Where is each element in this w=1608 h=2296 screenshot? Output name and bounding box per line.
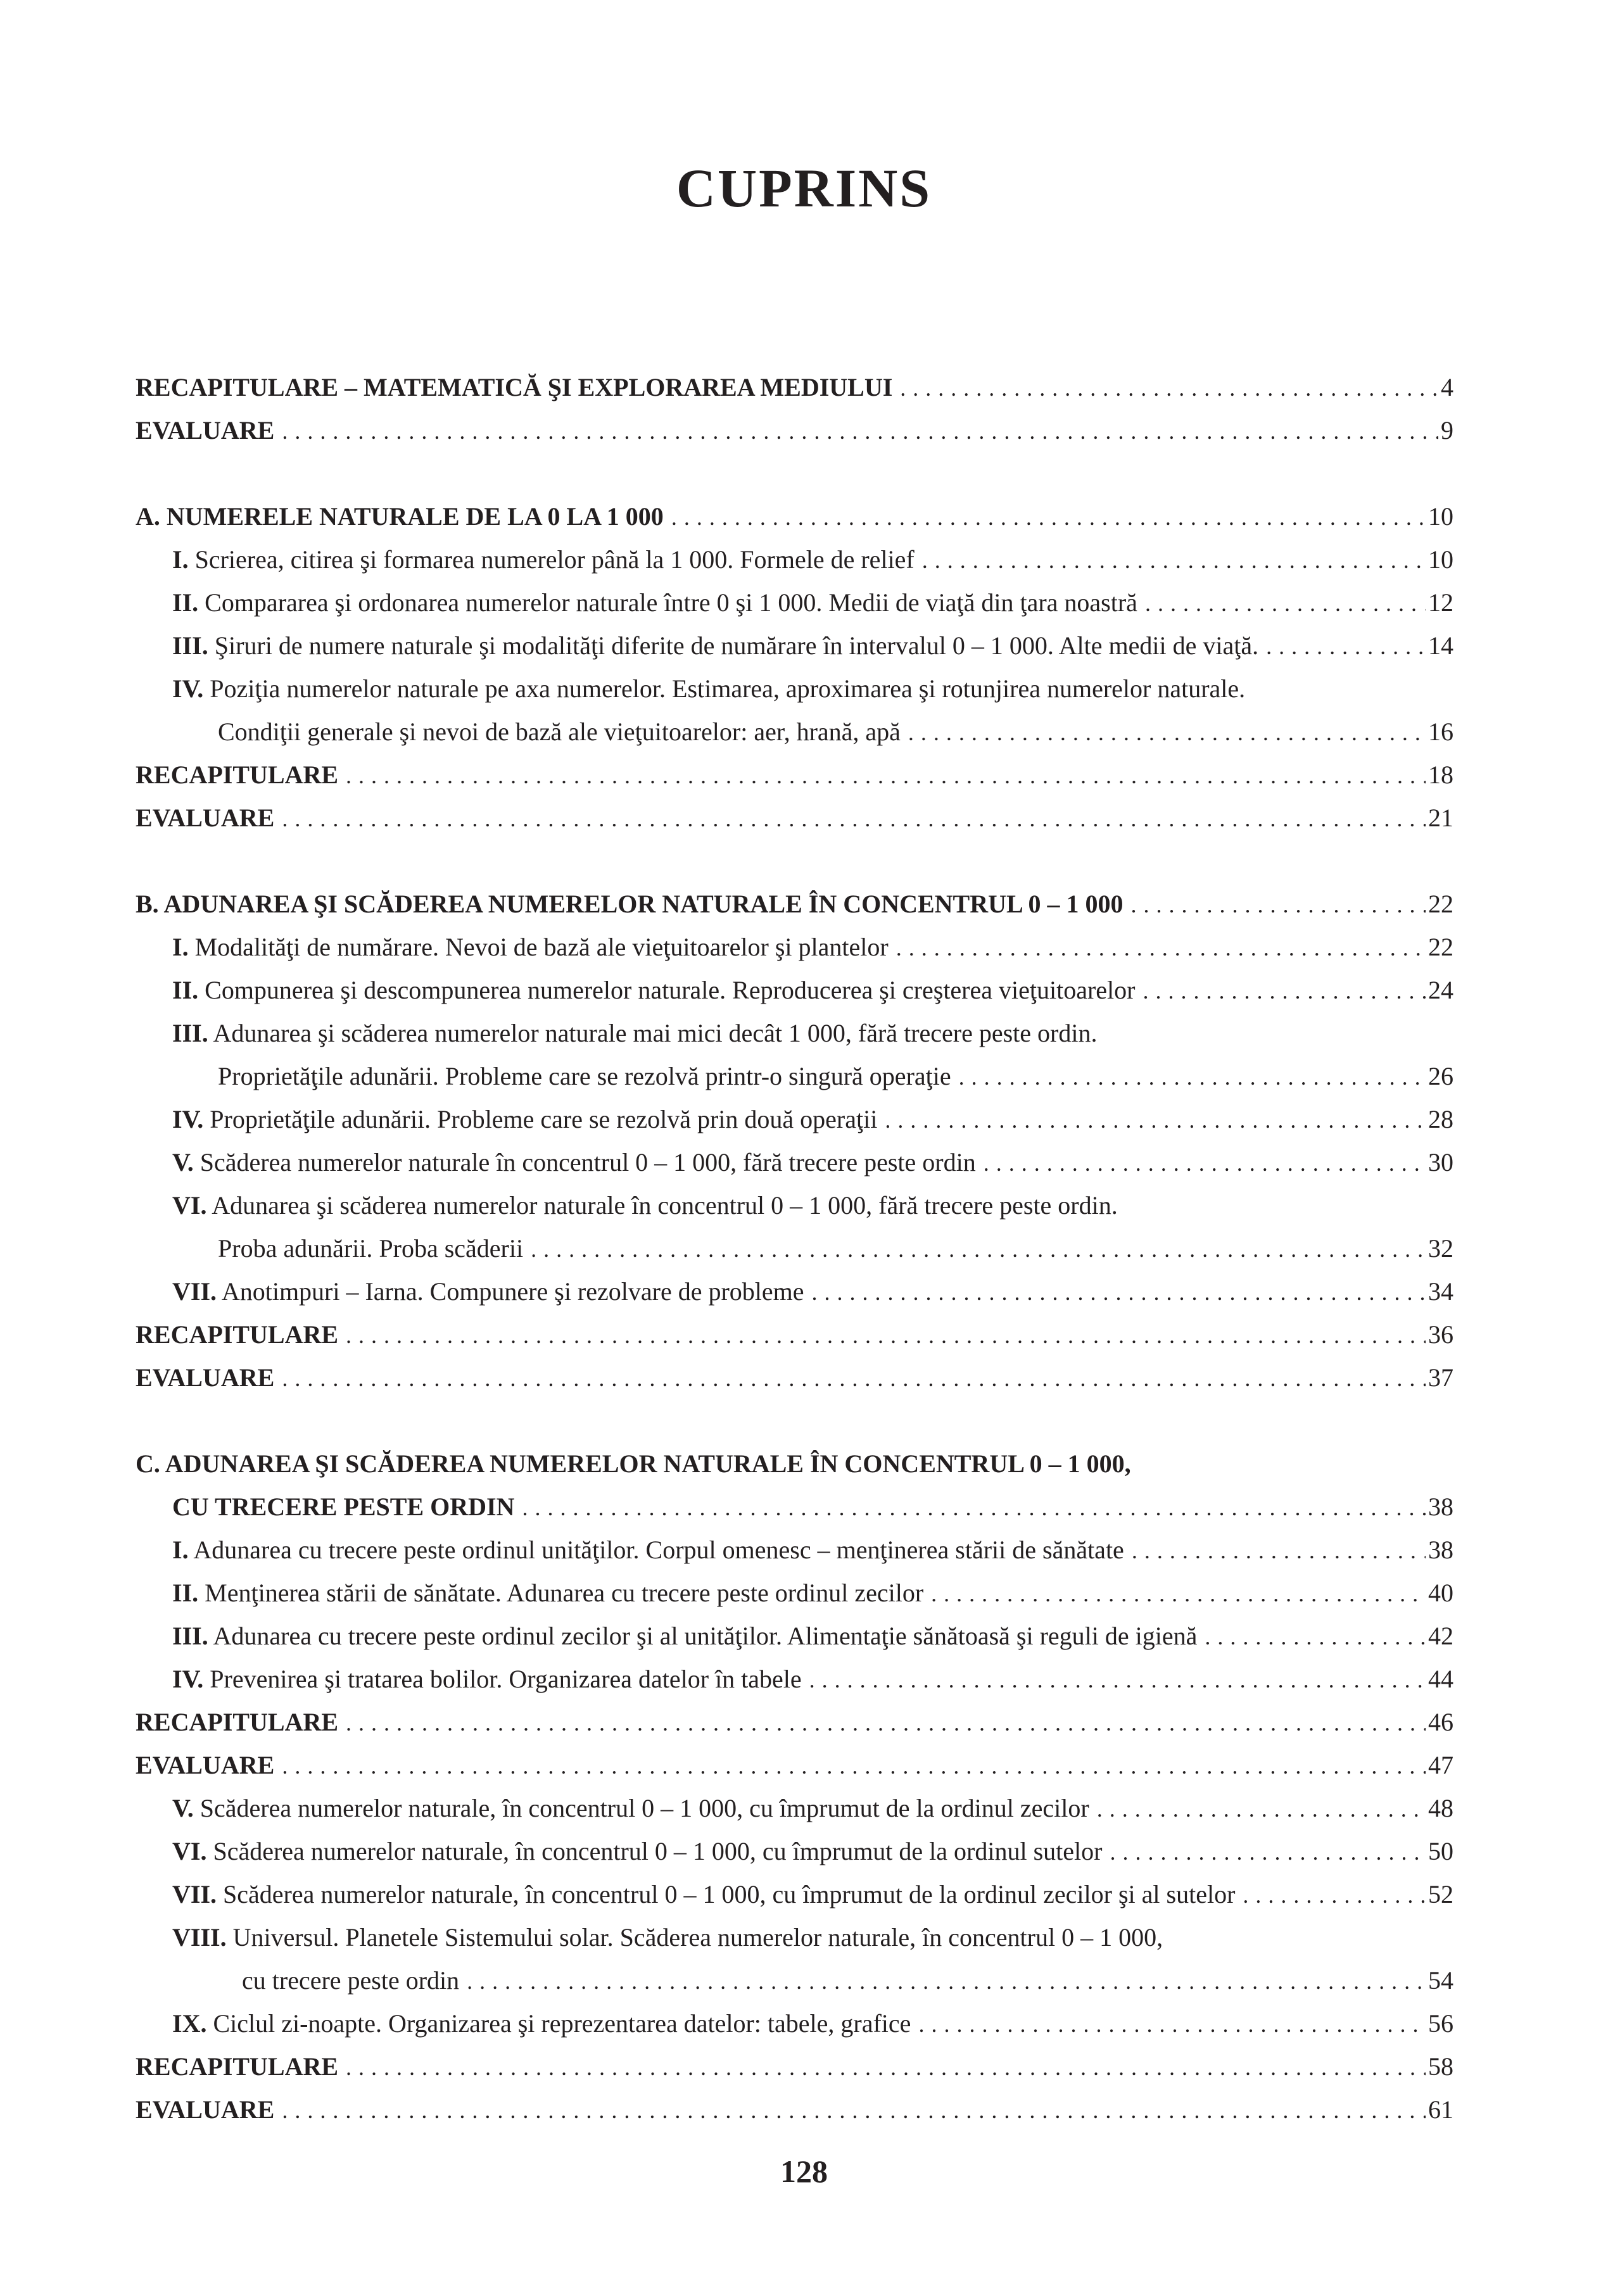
toc-entry-title: B. ADUNAREA ŞI SCĂDEREA NUMERELOR NATURALE ÎN CONCENTRUL 0 – 1 000 — [136, 890, 1124, 918]
toc-entry-number: VII. — [172, 1880, 217, 1908]
toc-entry-page: 14 — [1428, 631, 1453, 660]
toc-entry — [136, 1442, 1453, 1485]
toc-entry-page: 48 — [1428, 1794, 1453, 1822]
toc-entry — [136, 1313, 1453, 1356]
toc-entry-title: CU TRECERE PESTE ORDIN — [172, 1492, 515, 1521]
toc-entry — [136, 409, 1453, 452]
toc-entry — [136, 1916, 1453, 1959]
toc-entry — [136, 754, 1453, 797]
toc-entry-text: Modalităţi de numărare. Nevoi de bază ale vieţuitoarelor şi plantelor — [188, 933, 889, 961]
toc-entry-title — [172, 667, 1245, 710]
toc-entry-page: 32 — [1428, 1234, 1453, 1263]
toc-entry-page: 24 — [1428, 976, 1453, 1004]
toc-entry-title — [172, 1658, 802, 1701]
toc-entry-page: 38 — [1428, 1536, 1453, 1564]
toc-entry-title — [172, 1916, 1163, 1959]
toc-entry-title: RECAPITULARE — [136, 760, 339, 789]
toc-entry — [136, 969, 1453, 1012]
toc-entry-page: 26 — [1428, 1062, 1453, 1090]
toc-entry-number: II. — [172, 1579, 199, 1607]
toc-entry-page: 4 — [1441, 373, 1453, 401]
toc-entry-title: Proba adunării. Proba scăderii — [218, 1234, 524, 1263]
toc-entry — [136, 624, 1453, 667]
dot-leader — [467, 1960, 1426, 2003]
toc-entry-number: IX. — [172, 2009, 207, 2038]
dot-leader — [1143, 969, 1426, 1012]
toc-entry — [136, 495, 1453, 538]
toc-entry — [136, 926, 1453, 969]
dot-leader — [282, 410, 1438, 453]
toc-entry-text: Scăderea numerelor naturale, în concentrul 0 – 1 000, cu împrumut de la ordinul sutelor — [206, 1837, 1103, 1865]
toc-entry-page: 28 — [1428, 1105, 1453, 1133]
toc-entry-text: Menţinerea stării de sănătate. Adunarea cu trecere peste ordinul zecilor — [198, 1579, 924, 1607]
toc-entry-title — [172, 1098, 877, 1141]
toc-entry-title — [172, 969, 1135, 1012]
toc-entry-text: Adunarea şi scăderea numerelor naturale mai mici decât 1 000, fără trecere peste ordin. — [208, 1019, 1098, 1047]
toc-entry-title — [172, 1830, 1102, 1873]
toc-entry-page: 10 — [1428, 545, 1453, 574]
toc-entry-text: Prevenirea şi tratarea bolilor. Organizarea datelor în tabele — [203, 1665, 802, 1693]
toc-entry-text: Scăderea numerelor naturale, în concentrul 0 – 1 000, cu împrumut de la ordinul zecilor şi al sutelor — [217, 1880, 1236, 1908]
dot-leader — [671, 496, 1426, 539]
toc-entry — [136, 2002, 1453, 2045]
toc-entry-number: I. — [172, 545, 189, 574]
toc-entry-text: Compunerea şi descompunerea numerelor naturale. Reproducerea şi creşterea vieţuitoarelor — [198, 976, 1136, 1004]
toc-entry-page: 18 — [1428, 760, 1453, 789]
toc-entry-page: 54 — [1428, 1966, 1453, 1995]
toc-entry-title: EVALUARE — [136, 1751, 275, 1779]
toc-entry — [136, 710, 1453, 754]
toc-spacer — [136, 1399, 1453, 1442]
toc-entry-title — [172, 2002, 911, 2045]
page-title: CUPRINS — [676, 158, 932, 218]
toc-entry — [136, 1270, 1453, 1313]
toc-entry-page: 50 — [1428, 1837, 1453, 1865]
toc-entry-title: EVALUARE — [136, 2095, 275, 2124]
toc-entry-number: VI. — [172, 1191, 207, 1220]
dot-leader — [908, 711, 1426, 754]
toc-entry-title — [172, 1270, 804, 1313]
toc-entry-number: IV. — [172, 674, 204, 703]
toc-entry-page: 38 — [1428, 1492, 1453, 1521]
toc-entry-title: Proprietăţile adunării. Probleme care se rezolvă printr-o singură operaţie — [218, 1062, 951, 1090]
toc-entry — [136, 1959, 1453, 2002]
toc-entry-title: EVALUARE — [136, 416, 275, 445]
dot-leader — [1132, 1529, 1426, 1572]
dot-leader — [809, 1658, 1426, 1701]
toc-entry-page: 56 — [1428, 2009, 1453, 2038]
toc-entry — [136, 1055, 1453, 1098]
toc-entry-title: RECAPITULARE – MATEMATICĂ ŞI EXPLORAREA MEDIULUI — [136, 373, 893, 401]
toc-entry-page: 21 — [1428, 804, 1453, 832]
toc-spacer — [136, 840, 1453, 883]
dot-leader — [1243, 1874, 1426, 1917]
toc-entry-title — [172, 1529, 1124, 1572]
toc-entry-number: VIII. — [172, 1923, 227, 1952]
dot-leader — [346, 1701, 1426, 1744]
toc-entry-page: 34 — [1428, 1277, 1453, 1306]
toc-entry-title: C. ADUNAREA ŞI SCĂDEREA NUMERELOR NATURALE ÎN CONCENTRUL 0 – 1 000, — [136, 1449, 1131, 1478]
toc-entry-page: 9 — [1441, 416, 1453, 445]
toc-entry-text: Şiruri de numere naturale şi modalităţi diferite de numărare în intervalul 0 – 1 000. Alte medii de viaţă. — [208, 631, 1259, 660]
dot-leader — [1266, 625, 1426, 668]
toc-entry-number: IV. — [172, 1105, 204, 1133]
dot-leader — [900, 367, 1438, 410]
dot-leader — [531, 1228, 1426, 1271]
toc-entry-title — [172, 624, 1258, 667]
toc-entry — [136, 581, 1453, 624]
toc-entry — [136, 1098, 1453, 1141]
toc-entry — [136, 1787, 1453, 1830]
toc-entry-page: 47 — [1428, 1751, 1453, 1779]
toc-entry-page: 12 — [1428, 588, 1453, 617]
toc-entry-title: EVALUARE — [136, 804, 275, 832]
toc-entry-text: Adunarea cu trecere peste ordinul zecilor şi al unităţilor. Alimentaţie sănătoasă şi reguli de igienă — [208, 1622, 1198, 1650]
toc-entry-number: I. — [172, 1536, 189, 1564]
toc-entry — [136, 1572, 1453, 1615]
toc-entry — [136, 366, 1453, 409]
toc-entry-title: RECAPITULARE — [136, 2052, 339, 2081]
toc-entry-title — [172, 1787, 1089, 1830]
toc-entry-page: 42 — [1428, 1622, 1453, 1650]
toc-entry-number: II. — [172, 976, 199, 1004]
dot-leader — [1205, 1615, 1426, 1658]
toc-entry-title — [172, 926, 889, 969]
toc-entry — [136, 883, 1453, 926]
toc-entry — [136, 1873, 1453, 1916]
dot-leader — [282, 2089, 1426, 2132]
toc-entry — [136, 2088, 1453, 2131]
toc-entry-title: A. NUMERELE NATURALE DE LA 0 LA 1 000 — [136, 502, 664, 531]
toc-entry — [136, 1529, 1453, 1572]
dot-leader — [346, 2046, 1426, 2089]
toc-entry-page: 58 — [1428, 2052, 1453, 2081]
dot-leader — [346, 1314, 1426, 1357]
toc-entry-page: 61 — [1428, 2095, 1453, 2124]
toc-entry-number: V. — [172, 1794, 194, 1822]
toc-entry-title — [172, 1572, 923, 1615]
toc-entry-title: Condiţii generale şi nevoi de bază ale vieţuitoarelor: aer, hrană, apă — [218, 717, 901, 746]
toc-entry-text: Poziţia numerelor naturale pe axa numerelor. Estimarea, aproximarea şi rotunjirea numerelor naturale. — [203, 674, 1246, 703]
toc-entry-page: 16 — [1428, 717, 1453, 746]
toc-entry — [136, 1184, 1453, 1227]
dot-leader — [522, 1486, 1426, 1529]
toc-entry-title: RECAPITULARE — [136, 1320, 339, 1349]
toc-entry-page: 37 — [1428, 1363, 1453, 1392]
toc-entry-text: Adunarea cu trecere peste ordinul unităţilor. Corpul omenesc – menţinerea stării de sănătate — [188, 1536, 1124, 1564]
dot-leader — [922, 539, 1426, 582]
dot-leader — [959, 1056, 1426, 1099]
toc-entry — [136, 1141, 1453, 1184]
toc-entry-number: V. — [172, 1148, 194, 1176]
toc-entry-text: Proprietăţile adunării. Probleme care se rezolvă prin două operaţii — [203, 1105, 878, 1133]
dot-leader — [1145, 582, 1426, 625]
toc-entry-page: 40 — [1428, 1579, 1453, 1607]
toc-entry-title — [172, 1012, 1097, 1055]
dot-leader — [896, 926, 1426, 969]
toc-entry-number: III. — [172, 1622, 208, 1650]
dot-leader — [885, 1099, 1426, 1142]
toc-entry — [136, 1012, 1453, 1055]
toc-entry-title: cu trecere peste ordin — [242, 1966, 460, 1995]
toc-spacer — [136, 452, 1453, 495]
toc-entry-number: VI. — [172, 1837, 207, 1865]
dot-leader — [931, 1572, 1426, 1615]
toc-entry-page: 46 — [1428, 1708, 1453, 1736]
toc-entry-page: 30 — [1428, 1148, 1453, 1176]
toc-entry — [136, 2045, 1453, 2088]
dot-leader — [1130, 883, 1426, 926]
dot-leader — [918, 2003, 1426, 2046]
toc-entry-number: VII. — [172, 1277, 217, 1306]
toc-entry-text: Scrierea, citirea şi formarea numerelor până la 1 000. Formele de relief — [188, 545, 915, 574]
dot-leader — [812, 1271, 1426, 1314]
toc-entry-text: Universul. Planetele Sistemului solar. Scăderea numerelor naturale, în concentrul 0 – 1 000, — [226, 1923, 1163, 1952]
toc-entry-page: 10 — [1428, 502, 1453, 531]
dot-leader — [282, 797, 1426, 840]
toc-entry-page: 44 — [1428, 1665, 1453, 1693]
toc-entry-number: I. — [172, 933, 189, 961]
toc-entry-number: III. — [172, 1019, 208, 1047]
toc-entry-text: Adunarea şi scăderea numerelor naturale în concentrul 0 – 1 000, fără trecere peste ordin. — [206, 1191, 1118, 1220]
toc-entry-title — [172, 1873, 1235, 1916]
toc-entry-title — [172, 1184, 1118, 1227]
toc-entry — [136, 1830, 1453, 1873]
dot-leader — [282, 1357, 1426, 1400]
dot-leader — [1097, 1788, 1426, 1831]
dot-leader — [282, 1744, 1426, 1788]
toc-entry-text: Scăderea numerelor naturale, în concentrul 0 – 1 000, cu împrumut de la ordinul zecilor — [193, 1794, 1089, 1822]
toc-entry — [136, 1356, 1453, 1399]
toc-entry-title — [172, 538, 915, 581]
toc-entry-title: RECAPITULARE — [136, 1708, 339, 1736]
toc-entry-number: IV. — [172, 1665, 204, 1693]
toc-entry — [136, 797, 1453, 840]
dot-leader — [346, 754, 1426, 797]
toc-entry — [136, 1227, 1453, 1270]
toc-entry-title: EVALUARE — [136, 1363, 275, 1392]
toc-entry — [136, 1615, 1453, 1658]
toc-entry-title — [172, 1615, 1197, 1658]
toc-entry-number: II. — [172, 588, 199, 617]
toc-entry — [136, 1485, 1453, 1529]
toc-entry-text: Scăderea numerelor naturale în concentrul 0 – 1 000, fără trecere peste ordin — [193, 1148, 976, 1176]
toc-entry-title — [172, 581, 1137, 624]
toc-entry-number: III. — [172, 631, 208, 660]
toc-entry-title — [172, 1141, 976, 1184]
toc-entry-text: Ciclul zi-noapte. Organizarea şi reprezentarea datelor: tabele, grafice — [206, 2009, 911, 2038]
toc-entry — [136, 1658, 1453, 1701]
toc-entry-text: Anotimpuri – Iarna. Compunere şi rezolvare de probleme — [217, 1277, 804, 1306]
toc-entry — [136, 1744, 1453, 1787]
toc-entry-text: Compararea şi ordonarea numerelor naturale între 0 şi 1 000. Medii de viaţă din ţara noastră — [198, 588, 1137, 617]
toc-entry — [136, 538, 1453, 581]
toc-entry-page: 22 — [1428, 890, 1453, 918]
toc-entry-page: 22 — [1428, 933, 1453, 961]
dot-leader — [1110, 1831, 1426, 1874]
table-of-contents — [136, 366, 1453, 2131]
toc-entry-page: 36 — [1428, 1320, 1453, 1349]
toc-entry-page: 52 — [1428, 1880, 1453, 1908]
toc-entry — [136, 1701, 1453, 1744]
toc-entry — [136, 667, 1453, 710]
page-number: 128 — [780, 2154, 828, 2189]
dot-leader — [984, 1142, 1426, 1185]
